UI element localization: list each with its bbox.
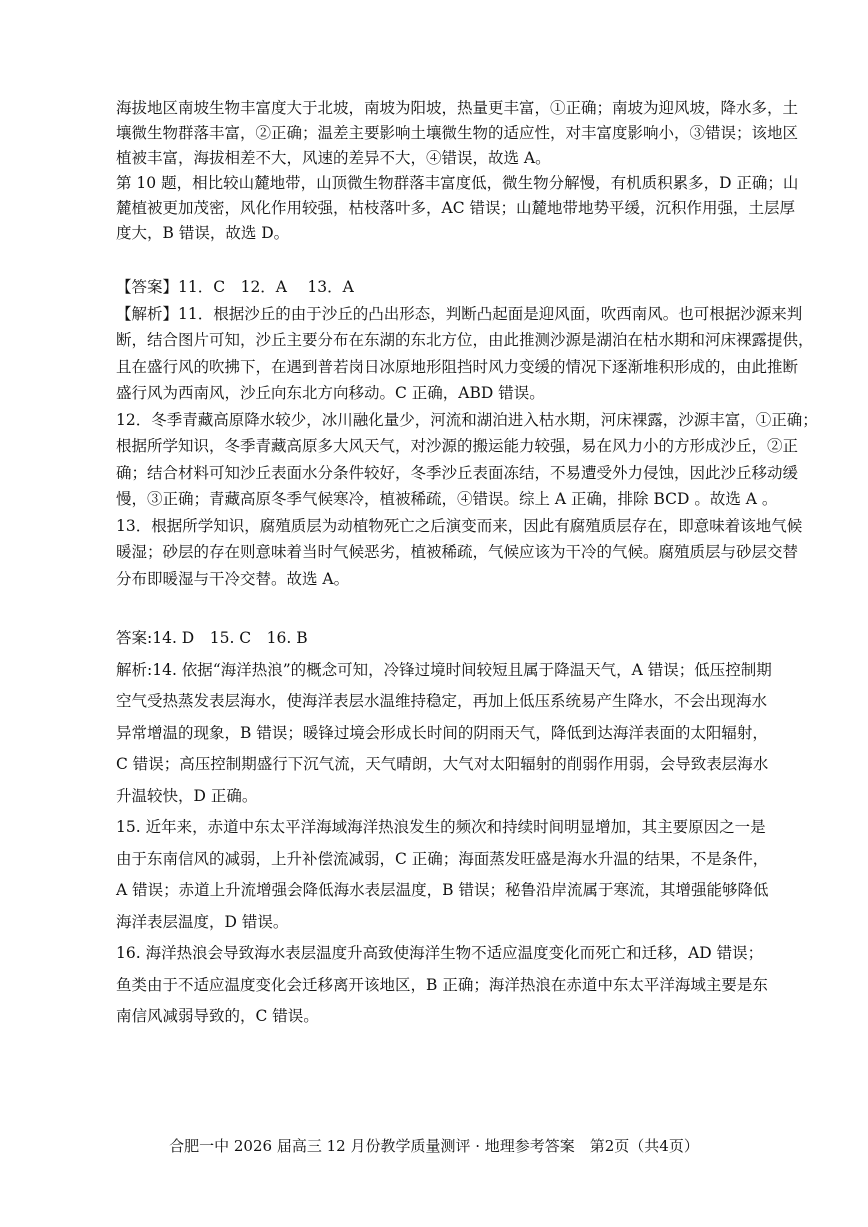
text-line: 根据所学知识，冬季青藏高原多大风天气，对沙源的搬运能力较强，易在风力小的方形成沙丘，②正 (116, 437, 799, 455)
text-line: 确；结合材料可知沙丘表面水分条件较好，冬季沙丘表面冻结，不易遭受外力侵蚀，因此沙丘移动缓 (116, 463, 799, 482)
section-spacer (116, 592, 756, 623)
text-line: 升温较快，D 正确。 (116, 786, 258, 805)
text-line: 慢，③正确；青藏高原冬季气候寒冷，植被稀疏，④错误。综上 A 正确，排除 BCD 。故选 A 。 (116, 490, 778, 508)
text-line: 植被丰富，海拔相差不大，风速的差异不大，④错误，故选 A。 (116, 149, 551, 167)
text-line: 第 10 题，相比较山麓地带，山顶微生物群落丰富度低，微生物分解慢，有机质积累多，D 正确；山 (116, 174, 799, 192)
text-line: 南信风减弱导致的，C 错误。 (116, 1007, 319, 1025)
text-line: 且在盛行风的吹拂下，在遇到普若岗日冰原地形阻挡时风力变缓的情况下逐渐堆积形成的，由此推断 (116, 357, 799, 376)
text-line: 鱼类由于不适应温度变化会迁移离开该地区，B 正确；海洋热浪在赤道中东太平洋海域主要是东 (116, 975, 768, 994)
text-line: 【解析】11．根据沙丘的由于沙丘的凸出形态，判断凸起面是迎风面，吹西南风。也可根据沙源来判 (116, 304, 803, 323)
text-line: 解析:14. 依据“海洋热浪”的概念可知，冷锋过境时间较短且属于降温天气，A 错误；低压控制期 (116, 660, 772, 679)
text-line: 由于东南信风的减弱，上升补偿流减弱，C 正确；海面蒸发旺盛是海水升温的结果，不是条件， (116, 849, 769, 868)
text-line: 12．冬季青藏高原降水较少，冰川融化量少，河流和湖泊进入枯水期，河床裸露，沙源丰富，①正确； (116, 410, 818, 429)
text-line: 分布即暖湿与干冷交替。故选 A。 (116, 569, 350, 588)
text-line: 暖湿；砂层的存在则意味着当时气候恶劣，植被稀疏，气候应该为干冷的气候。腐殖质层与砂层交替 (116, 543, 799, 561)
document-page (116, 96, 818, 1033)
answer-section-q14-16 (116, 623, 772, 1033)
text-line: 海拔地区南坡生物丰富度大于北坡，南坡为阳坡，热量更丰富，①正确；南坡为迎风坡，降水多，土 (116, 99, 799, 117)
answer-key-line: 答案:14. D 15. C 16. B (116, 629, 308, 647)
text-line: 空气受热蒸发表层海水，使海洋表层水温维持稳定，再加上低压系统易产生降水，不会出现海水 (116, 692, 768, 710)
answer-section-q8-10 (116, 96, 799, 246)
text-line: 断，结合图片可知，沙丘主要分布在东湖的东北方位，由此推测沙源是湖泊在枯水期和河床裸露提供， (116, 331, 814, 349)
text-line: A 错误；赤道上升流增强会降低海水表层温度，B 错误；秘鲁沿岸流属于寒流，其增强能够降低 (116, 881, 769, 899)
text-line: 麓植被更加茂密，风化作用较强，枯枝落叶多，AC 错误；山麓地带地势平缓，沉积作用强，土层厚 (116, 199, 795, 217)
page-footer: 合肥一中 2026 届高三 12 月份教学质量测评 · 地理参考答案 第2页（共4页） (169, 1137, 699, 1155)
text-line: 13．根据所学知识，腐殖质层为动植物死亡之后演变而来，因此有腐殖质层存在，即意味着该地气候 (116, 516, 803, 535)
text-line: 15. 近年来，赤道中东太平洋海域海洋热浪发生的频次和持续时间明显增加，其主要原因之一是 (116, 818, 766, 836)
text-line: 盛行风为西南风，沙丘向东北方向移动。C 正确，ABD 错误。 (116, 384, 545, 402)
text-line: 壤微生物群落丰富，②正确；温差主要影响土壤微生物的适应性，对丰富度影响小，③错误；该地区 (116, 124, 799, 142)
text-line: C 错误；高压控制期盛行下沉气流，天气晴朗，大气对太阳辐射的削弱作用弱，会导致表层海水 (116, 755, 769, 773)
answer-section-q11-13 (116, 274, 818, 592)
text-line: 海洋表层温度，D 错误。 (116, 912, 289, 931)
text-line: 异常增温的现象，B 错误；暖锋过境会形成长时间的阴雨天气，降低到达海洋表面的太阳辐射， (116, 723, 768, 742)
answer-key-line: 【答案】11．C 12．A 13．A (116, 278, 354, 296)
section-spacer (116, 246, 756, 274)
text-line: 度大，B 错误，故选 D。 (116, 224, 290, 242)
text-line: 16. 海洋热浪会导致海水表层温度升高致使海洋生物不适应温度变化而死亡和迁移，AD 错误； (116, 944, 764, 962)
